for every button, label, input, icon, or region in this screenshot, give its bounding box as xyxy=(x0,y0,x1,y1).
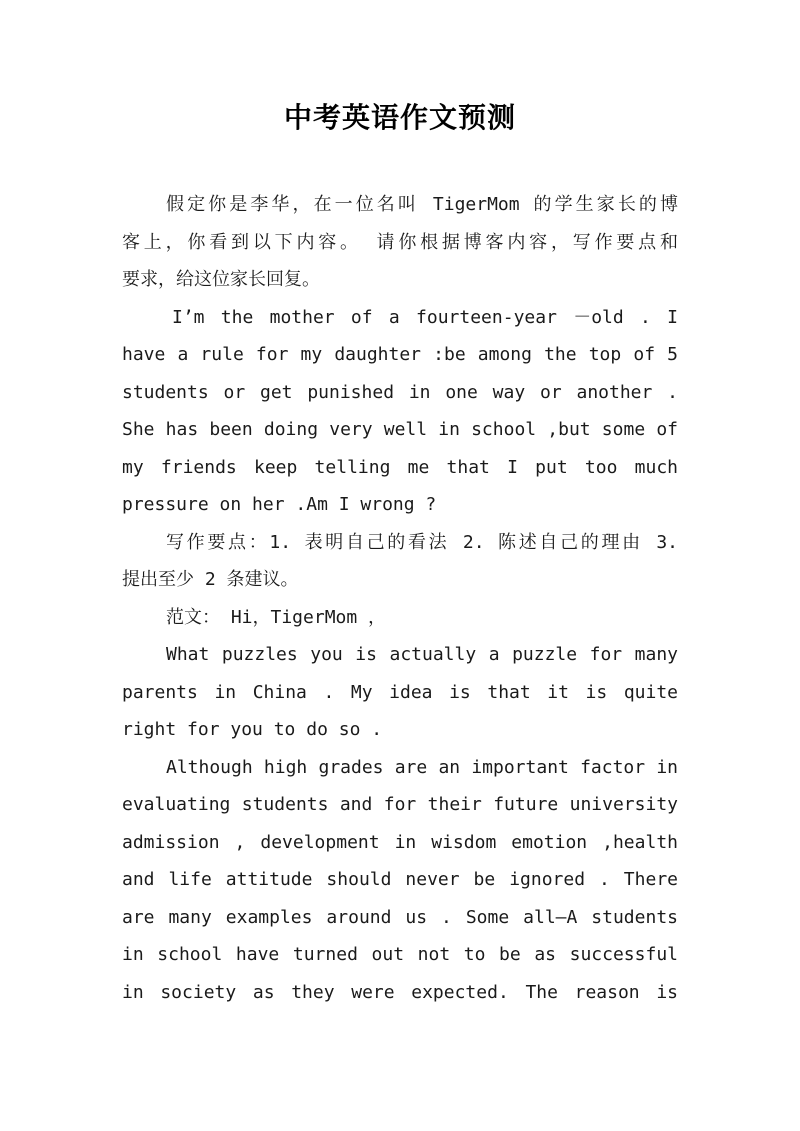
text-line: 写作要点：1. 表明自己的看法 2. 陈述自己的理由 3. xyxy=(166,531,678,553)
text-line: my friends keep telling me that I put too much xyxy=(122,456,678,478)
paragraph xyxy=(122,636,678,749)
document-body xyxy=(122,186,678,1011)
text-line: What puzzles you is actually a puzzle for many xyxy=(166,644,678,665)
text-line: I’m the mother of a fourteen-year －old . I xyxy=(172,306,678,328)
text-line: right for you to do so . xyxy=(122,719,383,740)
text-line: 范文： Hi，TigerMom ， xyxy=(166,606,387,628)
text-line: in school have turned out not to be as successful xyxy=(122,944,678,965)
text-line: admission , development in wisdom emotion ,health xyxy=(122,831,678,853)
text-line: 要求，给这位家长回复。 xyxy=(122,269,320,290)
page-title: 中考英语作文预测 xyxy=(283,101,516,134)
text-line: and life attitude should never be ignored . There xyxy=(122,869,678,890)
paragraph xyxy=(122,186,678,299)
text-line: Although high grades are an important factor in xyxy=(166,756,678,778)
text-line: parents in China . My idea is that it is quite xyxy=(122,681,678,703)
text-line: have a rule for my daughter :be among the top of 5 xyxy=(122,344,678,365)
paragraph xyxy=(122,299,678,524)
text-line: students or get punished in one way or another . xyxy=(122,381,678,403)
paragraph xyxy=(122,524,678,599)
paragraph xyxy=(122,749,678,1012)
text-line: in society as they were expected. The reason is xyxy=(122,981,678,1003)
text-line: 假定你是李华，在一位名叫 TigerMom 的学生家长的博 xyxy=(166,194,678,215)
paragraph xyxy=(122,599,678,637)
text-line: evaluating students and for their future university xyxy=(122,794,678,815)
text-line: are many examples around us . Some all—A students xyxy=(122,906,678,928)
text-line: 提出至少 2 条建议。 xyxy=(122,569,299,590)
text-line: She has been doing very well in school ,but some of xyxy=(122,419,678,440)
text-line: 客上，你看到以下内容。 请你根据博客内容，写作要点和 xyxy=(122,231,678,253)
text-line: pressure on her .Am I wrong ? xyxy=(122,494,437,515)
